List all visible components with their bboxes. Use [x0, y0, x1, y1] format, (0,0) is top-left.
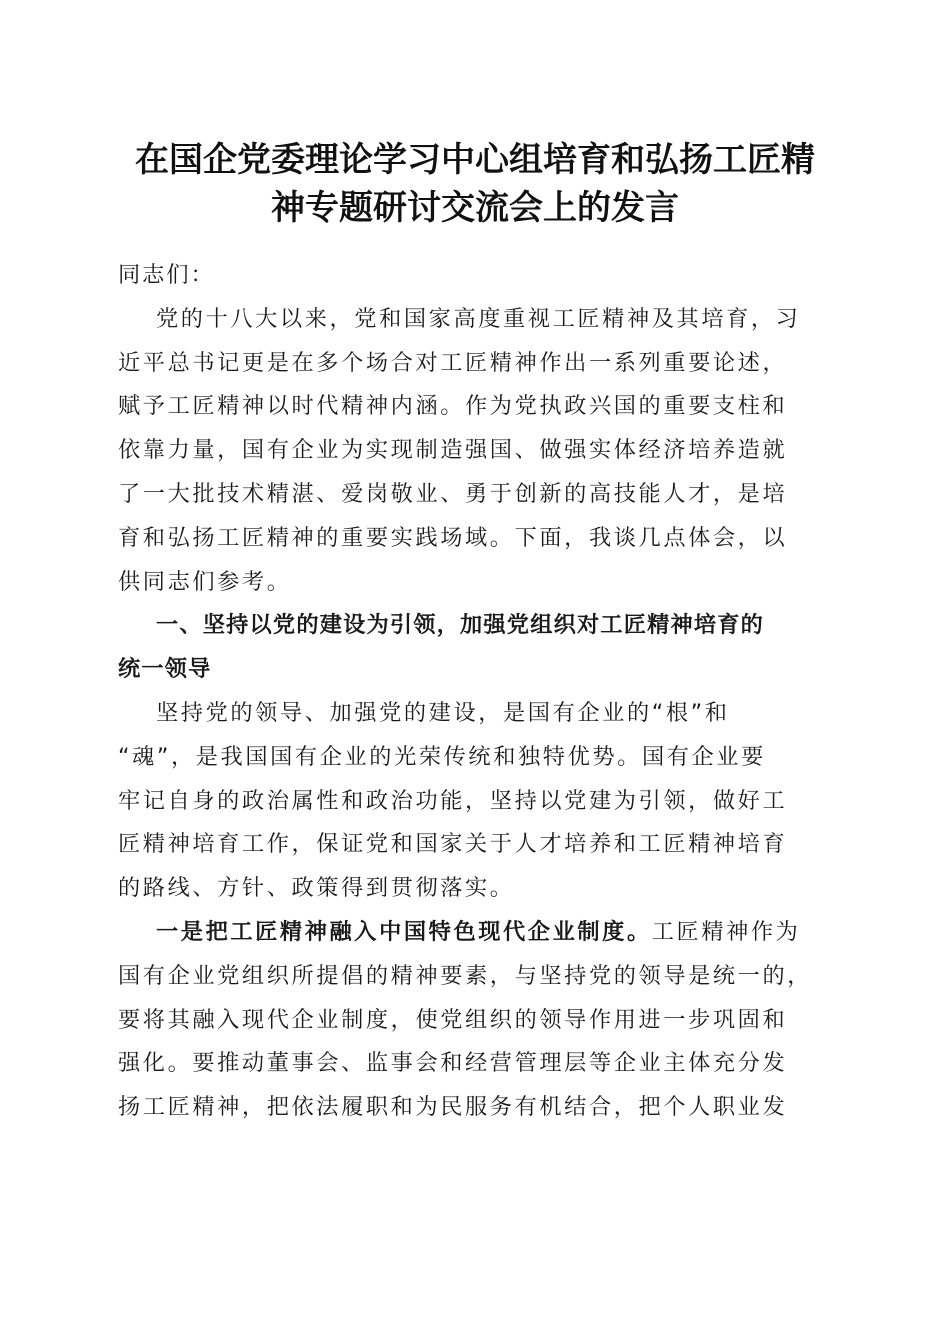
s1p1-line-2: “魂”，是我国国有企业的光荣传统和独特优势。国有企业要	[118, 743, 766, 770]
s1p1-line-5: 的路线、方针、政策得到贯彻落实。	[118, 875, 515, 902]
intro-line-7: 供同志们参考。	[118, 568, 292, 595]
document-body	[118, 254, 828, 1130]
section-1-heading-line-1: 一、坚持以党的建设为引领，加强党组织对工匠精神培育的	[156, 612, 765, 639]
section-1-heading-line-2: 统一领导	[118, 656, 212, 683]
section-1-paragraph-1	[118, 692, 828, 911]
intro-paragraph	[118, 298, 828, 605]
title-line-2: 神专题研讨交流会上的发言	[271, 188, 679, 228]
s1p2-lead-sentence: 一是把工匠精神融入中国特色现代企业制度。	[156, 918, 652, 945]
s1p1-line-4: 匠精神培育工作，保证党和国家关于人才培养和工匠精神培育	[118, 831, 788, 858]
s1p2-line-4: 强化。要推动董事会、监事会和经营管理层等企业主体充分发	[118, 1050, 788, 1077]
intro-line-5: 了一大批技术精湛、爱岗敬业、勇于创新的高技能人才，是培	[118, 480, 788, 507]
s1p2-line-1	[118, 911, 828, 955]
intro-line-3: 赋予工匠精神以时代精神内涵。作为党执政兴国的重要支柱和	[118, 393, 788, 420]
s1p2-line-2: 国有企业党组织所提倡的精神要素，与坚持党的领导是统一的，	[118, 962, 813, 989]
intro-line-2: 近平总书记更是在多个场合对工匠精神作出一系列重要论述，	[118, 349, 788, 376]
section-1-paragraph-2	[118, 911, 828, 1130]
s1p2-line-5: 扬工匠精神，把依法履职和为民服务有机结合，把个人职业发	[118, 1094, 788, 1121]
title-line-1: 在国企党委理论学习中心组培育和弘扬工匠精	[135, 140, 815, 180]
page-title	[100, 136, 850, 232]
section-1-heading	[118, 604, 828, 692]
intro-line-4: 依靠力量，国有企业为实现制造强国、做强实体经济培养造就	[118, 437, 788, 464]
s1p2-line-1-rest: 工匠精神作为	[651, 918, 801, 945]
greeting: 同志们：	[118, 262, 215, 288]
s1p1-line-1: 坚持党的领导、加强党的建设，是国有企业的“根”和	[156, 699, 730, 726]
intro-line-6: 育和弘扬工匠精神的重要实践场域。下面，我谈几点体会，以	[118, 524, 788, 551]
s1p1-line-3: 牢记自身的政治属性和政治功能，坚持以党建为引领，做好工	[118, 787, 788, 814]
intro-line-1: 党的十八大以来，党和国家高度重视工匠精神及其培育，习	[156, 305, 801, 332]
s1p2-line-3: 要将其融入现代企业制度，使党组织的领导作用进一步巩固和	[118, 1006, 788, 1033]
